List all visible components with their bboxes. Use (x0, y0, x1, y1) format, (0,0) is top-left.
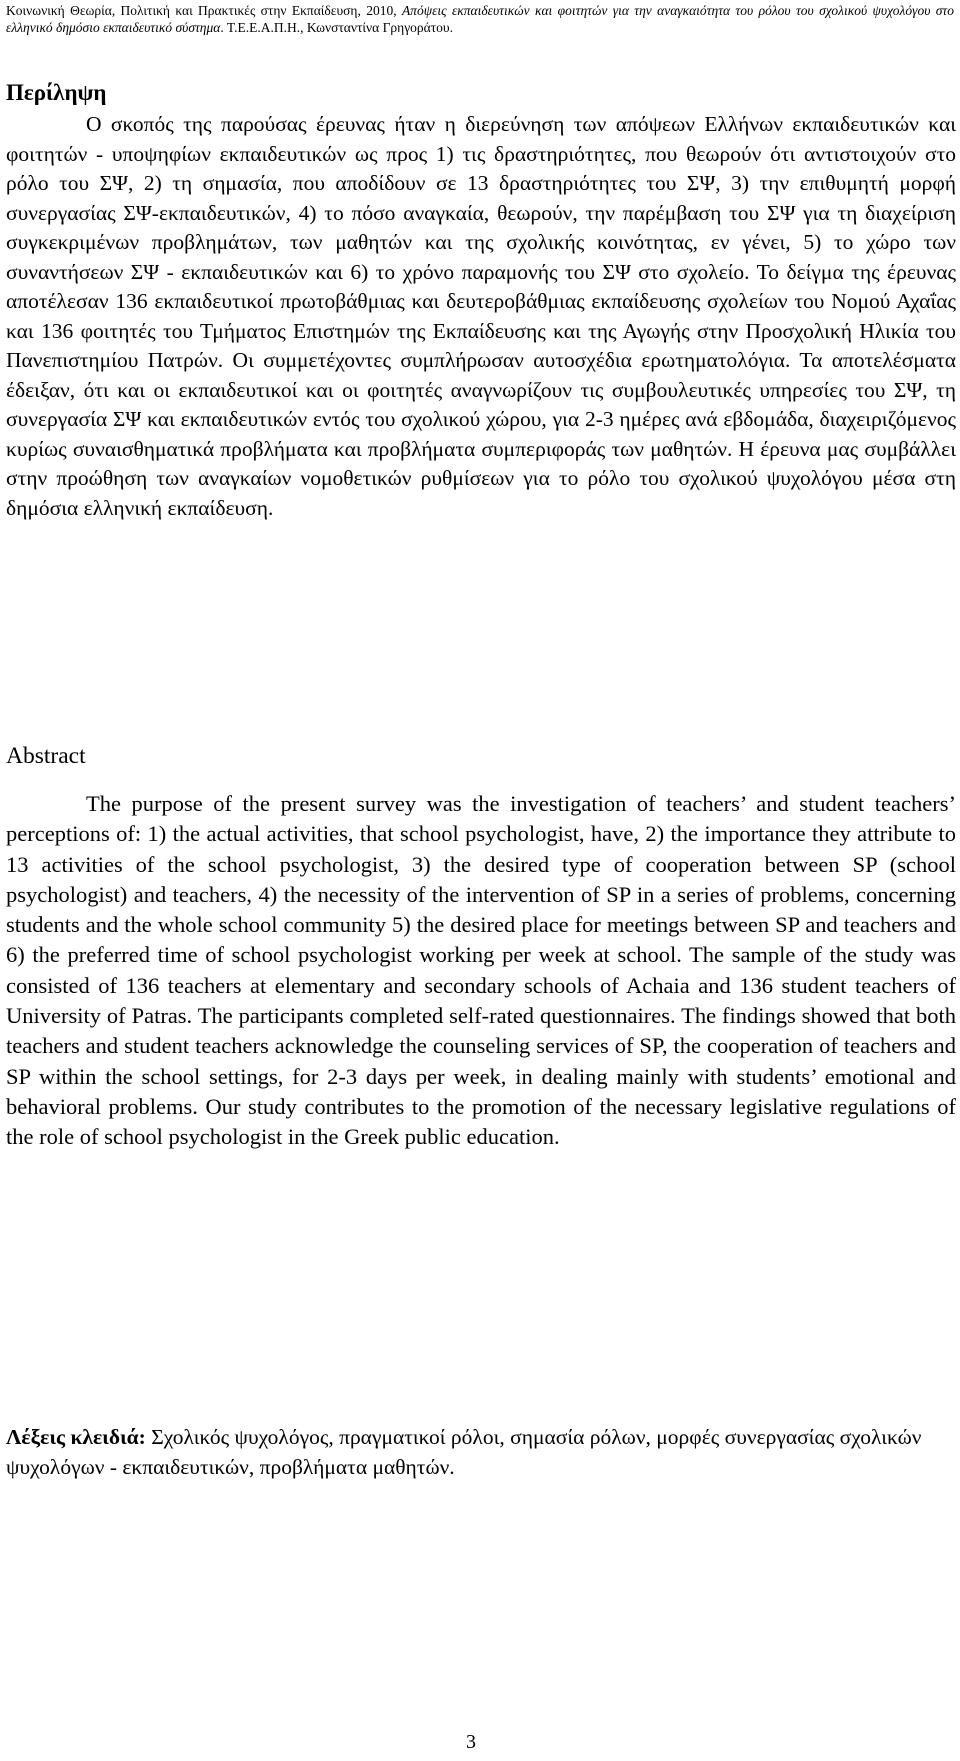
greek-abstract-heading: Περίληψη (6, 80, 107, 105)
running-header (6, 2, 954, 36)
keywords-text: Σχολικός ψυχολόγος, πραγματικοί ρόλοι, σημασία ρόλων, μορφές συνεργασίας σχολικών ψυχολόγων - εκπαιδευτικών, προβλήματα μαθητών. (6, 1425, 922, 1479)
greek-abstract-body: Ο σκοπός της παρούσας έρευνας ήταν η διερεύνηση των απόψεων Ελλήνων εκπαιδευτικών και φοιτητών - υποψηφίων εκπαιδευτικών ως προς 1) τις δραστηριότητες, που θεωρούν ότι αντιστοιχούν στο ρόλο του ΣΨ, 2) τη σημασία, που αποδίδουν σε 13 δραστηριότητες του ΣΨ, 3) την επιθυμητή μορφή συνεργασίας ΣΨ-εκπαιδευτικών, 4) το πόσο αναγκαία, θεωρούν, την παρέμβαση του ΣΨ για τη διαχείριση συγκεκριμένων προβλημάτων, των μαθητών και της σχολικής κοινότητας, εν γένει, 5) το χώρο των συναντήσεων ΣΨ - εκπαιδευτικών και 6) το χρόνο παραμονής του ΣΨ στο σχολείο. Το δείγμα της έρευνας αποτέλεσαν 136 εκπαιδευτικοί πρωτοβάθμιας και δευτεροβάθμιας εκπαίδευσης σχολείων του Νομού Αχαΐας και 136 φοιτητές του Τμήματος Επιστημών της Εκπαίδευσης και της Αγωγής στην Προσχολική Ηλικία του Πανεπιστημίου Πατρών. Οι συμμετέχοντες συμπλήρωσαν αυτοσχέδια ερωτηματολόγια. Τα αποτελέσματα έδειξαν, ότι και οι εκπαιδευτικοί και οι φοιτητές αναγνωρίζουν τις συμβουλευτικές υπηρεσίες του ΣΨ, τη συνεργασία ΣΨ και εκπαιδευτικών εντός του σχολικού χώρου, για 2-3 ημέρες ανά εβδομάδα, διαχειριζόμενος κυρίως συναισθηματικά προβλήματα και προβλήματα συμπεριφοράς των μαθητών. Η έρευνα μας συμβάλλει στην προώθηση των αναγκαίων νομοθετικών ρυθμίσεων για το ρόλο του σχολικού ψυχολόγου μέσα στη δημόσια ελληνική εκπαίδευση. (6, 112, 956, 520)
header-citation-plain: Κοινωνική Θεωρία, Πολιτική και Πρακτικές στην Εκπαίδευση, 2010, (6, 3, 402, 18)
keywords-line (6, 1423, 956, 1482)
english-abstract-body: The purpose of the present survey was the investigation of teachers’ and student teachers’ perceptions of: 1) the actual activities, that school psychologist, have, 2) the importance they attribute to 13 activities of the school psychologist, 3) the desired type of cooperation between SP (school psychologist) and teachers, 4) the necessity of the intervention of SP in a series of problems, concerning students and the whole school community 5) the desired place for meetings between SP and teachers and 6) the preferred time of school psychologist working per week at school. The sample of the study was consisted of 136 teachers at elementary and secondary schools of Achaia and 136 student teachers of University of Patras. The participants completed self-rated questionnaires. The findings showed that both teachers and student teachers acknowledge the counseling services of SP, the cooperation of teachers and SP within the school settings, for 2-3 days per week, in dealing mainly with students’ emotional and behavioral problems. Our study contributes to the promotion of the necessary legislative regulations of the role of school psychologist in the Greek public education. (6, 791, 956, 1150)
header-citation-tail: . Τ.Ε.Ε.Α.Π.Η., Κωνσταντίνα Γρηγοράτου. (220, 20, 453, 35)
greek-abstract-section (6, 79, 956, 523)
page-number: 3 (466, 1731, 476, 1753)
keywords-label: Λέξεις κλειδιά: (6, 1425, 146, 1449)
header-citation-title: Απόψεις εκπαιδευτικών και φοιτητών για την αναγκαιότητα του ρόλου του σχολικού ψυχολόγου στο ελληνικό δημόσιο εκπαιδευτικό σύστημα (6, 3, 954, 35)
english-abstract-section (6, 742, 956, 1153)
english-abstract-heading: Abstract (6, 743, 86, 769)
